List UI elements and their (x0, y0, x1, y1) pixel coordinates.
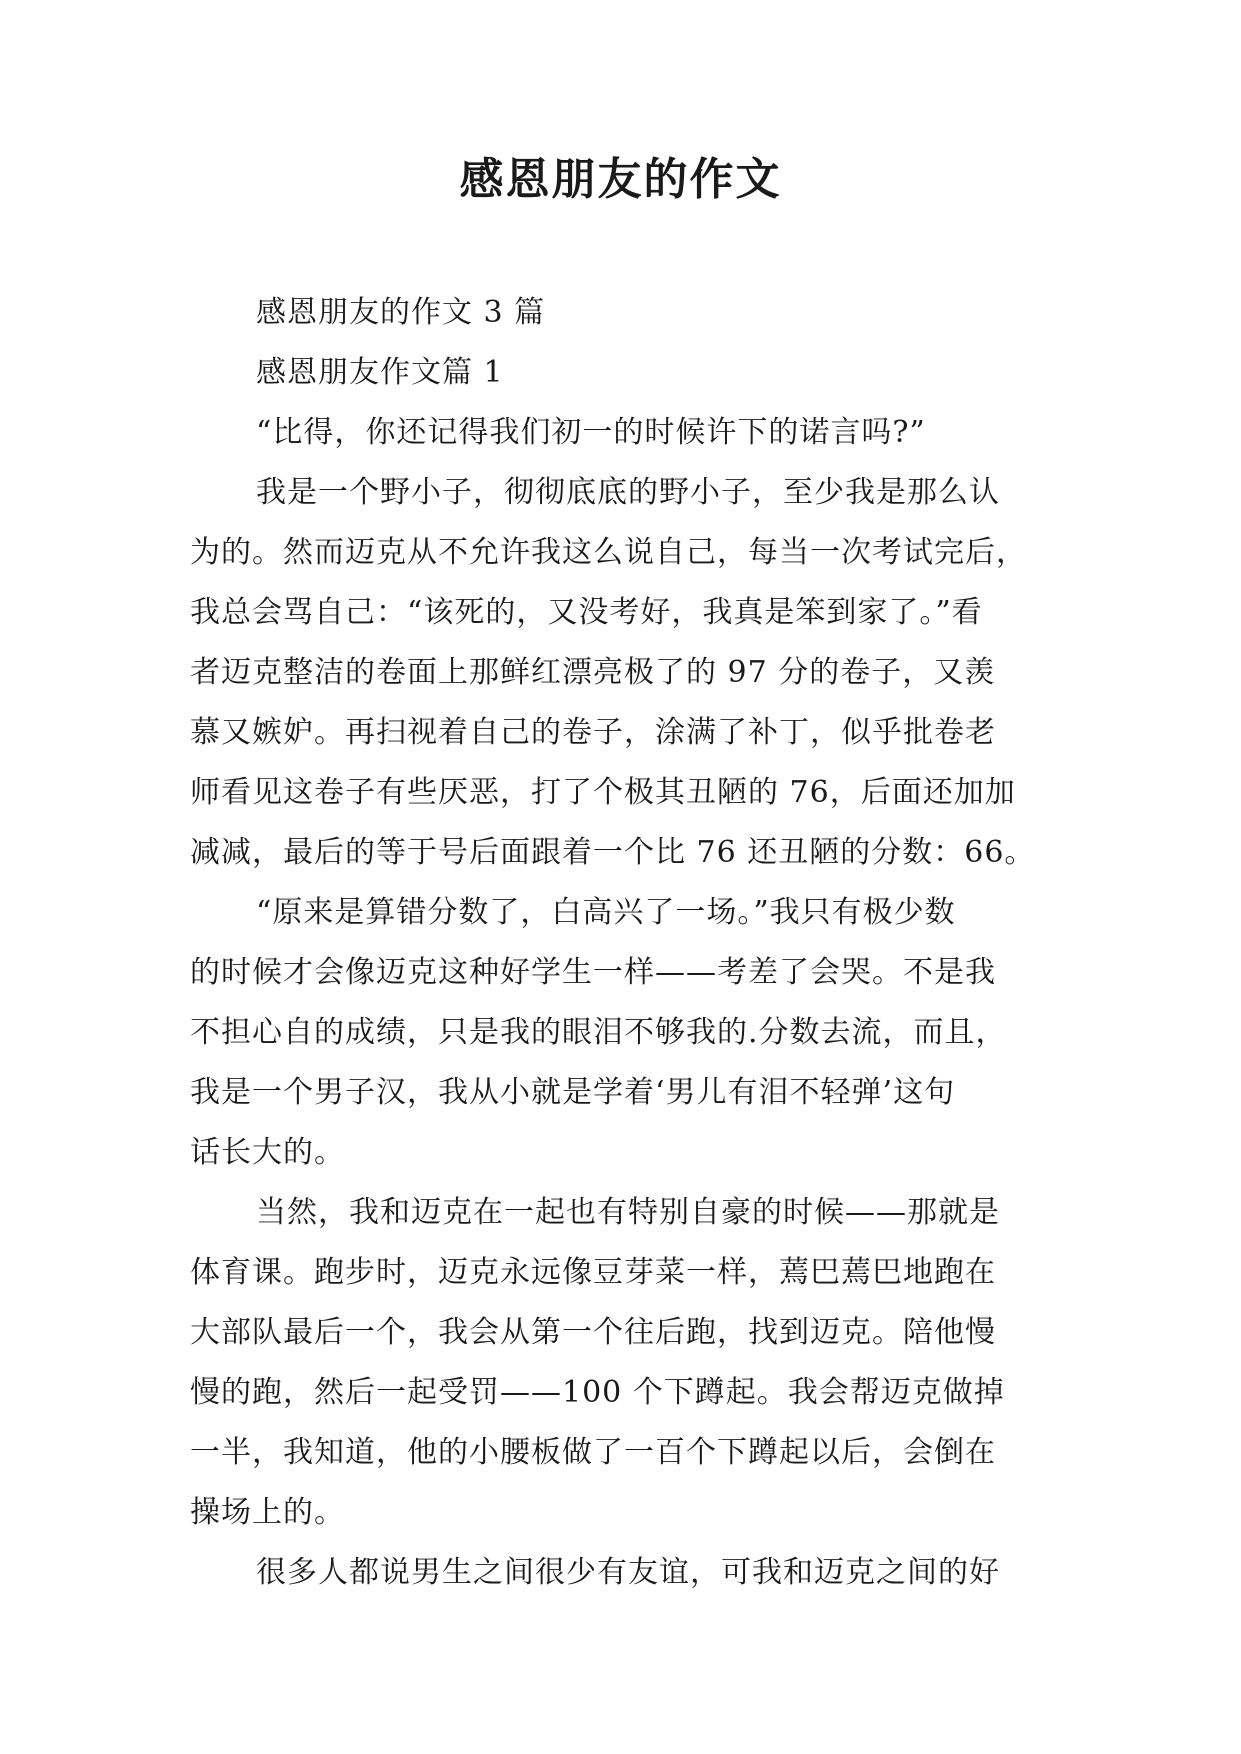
subtitle-line: 感恩朋友的作文 3 篇 (256, 295, 546, 330)
paragraph-line: 一半，我知道，他的小腰板做了一百个下蹲起以后，会倒在 (190, 1435, 996, 1470)
paragraph-line: 的时候才会像迈克这种好学生一样——考差了会哭。不是我 (190, 955, 996, 990)
section-heading: 感恩朋友作文篇 1 (256, 355, 504, 390)
paragraph-line: 师看见这卷子有些厌恶，打了个极其丑陋的 76，后面还加加 (190, 775, 1016, 810)
paragraph-line: 大部队最后一个，我会从第一个往后跑，找到迈克。陪他慢 (190, 1315, 996, 1350)
paragraph-line: 慕又嫉妒。再扫视着自己的卷子，涂满了补丁，似乎批卷老 (190, 715, 996, 750)
document-body (190, 283, 1052, 1603)
paragraph-line: 为的。然而迈克从不允许我这么说自己，每当一次考试完后， (190, 535, 1027, 570)
paragraph-line: “比得，你还记得我们初一的时候许下的诺言吗?” (256, 415, 926, 450)
paragraph-line: 者迈克整洁的卷面上那鲜红漂亮极了的 97 分的卷子，又羡 (190, 655, 996, 690)
paragraph-line: 我总会骂自己：“该死的，又没考好，我真是笨到家了。”看 (190, 595, 983, 630)
paragraph-line: 慢的跑，然后一起受罚——100 个下蹲起。我会帮迈克做掉 (190, 1375, 1005, 1410)
paragraph-line: 我是一个野小子，彻彻底底的野小子，至少我是那么认 (256, 475, 1000, 510)
document-title: 感恩朋友的作文 (459, 154, 782, 205)
paragraph-line: 话长大的。 (190, 1135, 345, 1170)
paragraph-line: “原来是算错分数了，白高兴了一场。”我只有极少数 (256, 895, 956, 930)
paragraph-line: 操场上的。 (190, 1495, 345, 1530)
paragraph-line: 当然，我和迈克在一起也有特别自豪的时候——那就是 (256, 1195, 1000, 1230)
paragraph-line: 我是一个男子汉，我从小就是学着‘男儿有泪不轻弹’这句 (190, 1075, 956, 1110)
paragraph-line: 不担心自的成绩，只是我的眼泪不够我的.分数去流，而且， (190, 1015, 1007, 1050)
paragraph-line: 体育课。跑步时，迈克永远像豆芽菜一样，蔫巴蔫巴地跑在 (190, 1255, 996, 1290)
paragraph-line: 减减，最后的等于号后面跟着一个比 76 还丑陋的分数：66。 (190, 835, 1036, 870)
paragraph-line: 很多人都说男生之间很少有友谊，可我和迈克之间的好 (256, 1555, 1000, 1590)
